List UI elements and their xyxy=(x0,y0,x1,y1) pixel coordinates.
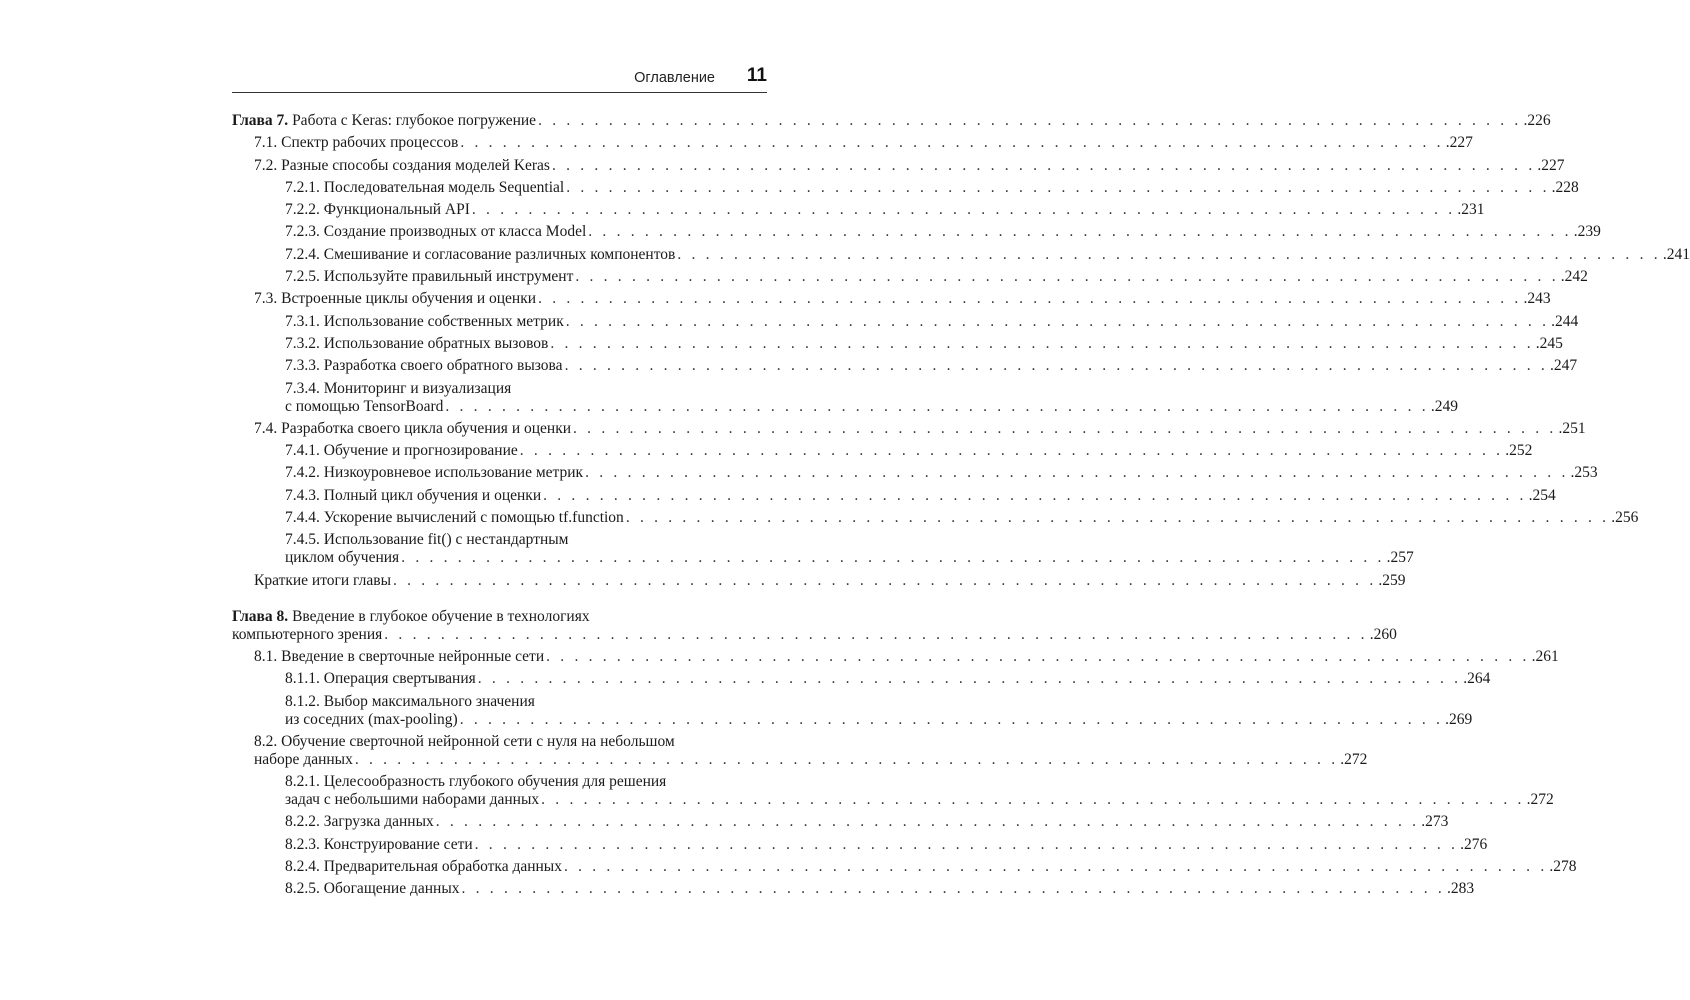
page-number: 11 xyxy=(746,65,767,86)
dot-leader: . . . . . . . . . . . . . . . . . . . . . . . . . . . . . . . . . . . . . . . . . . . . . . . . . . . . . . . . . . . . . . . . . . . . . . xyxy=(677,245,1661,263)
toc-page-ref: .251 xyxy=(1558,419,1586,437)
toc-entry-title-line1: 7.4.5. Использование fit() с нестандартным xyxy=(285,531,569,549)
dot-leader: . . . . . . . . . . . . . . . . . . . . . . . . . . . . . . . . . . . . . . . . . . . . . . . . . . . . . . . . . . . . . . . . . . . . . . xyxy=(563,858,1548,876)
toc-page-ref: .227 xyxy=(1537,156,1565,174)
running-header xyxy=(232,62,767,93)
toc-entry-title: 8.1. Введение в сверточные нейронные сети xyxy=(254,647,545,665)
toc-page-ref: .252 xyxy=(1505,442,1533,460)
dot-leader: . . . . . . . . . . . . . . . . . . . . . . . . . . . . . . . . . . . . . . . . . . . . . . . . . . . . . . . . . . . . . . . . . . . . . . xyxy=(445,397,1429,415)
toc-page-ref: .242 xyxy=(1560,268,1588,286)
toc-entry-title: 7.3. Встроенные циклы обучения и оценки xyxy=(254,290,537,308)
toc-entry-title: 7.4.2. Низкоуровневое использование метрик xyxy=(285,464,584,482)
toc-entry-title: 7.4. Разработка своего цикла обучения и оценки xyxy=(254,419,572,437)
dot-leader: . . . . . . . . . . . . . . . . . . . . . . . . . . . . . . . . . . . . . . . . . . . . . . . . . . . . . . . . . . . . . . . . . . . . . . xyxy=(573,419,1557,437)
toc-entry-title: Работа с Keras: глубокое погружение xyxy=(288,112,537,129)
dot-leader: . . . . . . . . . . . . . . . . . . . . . . . . . . . . . . . . . . . . . . . . . . . . . . . . . . . . . . . . . . . . . . . . . . . . . . xyxy=(384,625,1368,643)
toc-entry-8-1[interactable] xyxy=(232,647,1559,666)
dot-leader: . . . . . . . . . . . . . . . . . . . . . . . . . . . . . . . . . . . . . . . . . . . . . . . . . . . . . . . . . . . . . . . . . . . . . . xyxy=(575,268,1559,286)
dot-leader: . . . . . . . . . . . . . . . . . . . . . . . . . . . . . . . . . . . . . . . . . . . . . . . . . . . . . . . . . . . . . . . . . . . . . . xyxy=(461,880,1445,898)
dot-leader: . . . . . . . . . . . . . . . . . . . . . . . . . . . . . . . . . . . . . . . . . . . . . . . . . . . . . . . . . . . . . . . . . . . . . . xyxy=(519,442,1504,460)
toc-entry-7-1[interactable] xyxy=(232,134,1473,152)
toc-entry-title: 7.2. Разные способы создания моделей Keras xyxy=(254,156,550,174)
toc-page-ref: .261 xyxy=(1531,647,1559,665)
toc-entry-title: 8.1.1. Операция свертывания xyxy=(285,670,476,688)
toc-page-ref: .260 xyxy=(1369,625,1397,643)
toc-entry-7-2-5[interactable] xyxy=(232,268,1588,286)
dot-leader: . . . . . . . . . . . . . . . . . . . . . . . . . . . . . . . . . . . . . . . . . . . . . . . . . . . . . . . . . . . . . . . . . . . . . . xyxy=(543,486,1527,504)
dot-leader: . . . . . . . . . . . . . . . . . . . . . . . . . . . . . . . . . . . . . . . . . . . . . . . . . . . . . . . . . . . . . . . . . . . . . . xyxy=(564,357,1548,375)
dot-leader: . . . . . . . . . . . . . . . . . . . . . . . . . . . . . . . . . . . . . . . . . . . . . . . . . . . . . . . . . . . . . . . . . . . . . . xyxy=(588,223,1572,241)
toc-page-ref: .269 xyxy=(1445,710,1473,728)
toc-entry-8-2-1[interactable] xyxy=(232,773,1554,809)
toc-entry-title: 7.2.2. Функциональный API xyxy=(285,201,470,219)
toc-page-ref: .239 xyxy=(1573,223,1601,241)
toc-entry-title: 7.3.1. Использование собственных метрик xyxy=(285,312,564,330)
toc-entry-7-4-5[interactable] xyxy=(232,531,1414,567)
toc-entry-8-1-1[interactable] xyxy=(232,670,1491,688)
toc-page-ref: .254 xyxy=(1528,486,1556,504)
toc-entry-7-2-3[interactable] xyxy=(232,223,1601,241)
toc-page-ref: .247 xyxy=(1550,357,1578,375)
toc-entry-title: циклом обучения xyxy=(285,549,400,567)
toc-page-ref: .283 xyxy=(1446,880,1475,898)
chapter-label: Глава 8. xyxy=(232,607,289,625)
toc-entry-7-4-4[interactable] xyxy=(232,509,1639,527)
toc-entry-title-line1: Введение в глубокое обучение в технологиях xyxy=(288,607,590,625)
toc-page-ref: .245 xyxy=(1535,334,1563,352)
toc-entry-title: 7.2.1. Последовательная модель Sequential xyxy=(285,178,565,196)
dot-leader: . . . . . . . . . . . . . . . . . . . . . . . . . . . . . . . . . . . . . . . . . . . . . . . . . . . . . . . . . . . . . . . . . . . . . . xyxy=(551,156,1536,174)
dot-leader: . . . . . . . . . . . . . . . . . . . . . . . . . . . . . . . . . . . . . . . . . . . . . . . . . . . . . . . . . . . . . . . . . . . . . . xyxy=(477,670,1462,688)
toc-entry-title-line1: 7.3.4. Мониторинг и визуализация xyxy=(285,379,512,397)
toc-entry-title: 7.2.5. Используйте правильный инструмент xyxy=(285,268,574,286)
dot-leader: . . . . . . . . . . . . . . . . . . . . . . . . . . . . . . . . . . . . . . . . . . . . . . . . . . . . . . . . . . . . . . . . . . . . . . xyxy=(401,549,1385,567)
toc-page-ref: .259 xyxy=(1378,571,1406,589)
dot-leader: . . . . . . . . . . . . . . . . . . . . . . . . . . . . . . . . . . . . . . . . . . . . . . . . . . . . . . . . . . . . . . . . . . . . . . xyxy=(541,791,1525,809)
toc-entry-8-1-2[interactable] xyxy=(232,692,1473,729)
dot-leader: . . . . . . . . . . . . . . . . . . . . . . . . . . . . . . . . . . . . . . . . . . . . . . . . . . . . . . . . . . . . . . . . . . . . . . xyxy=(546,647,1530,665)
toc-entry-title: из соседних (max-pooling) xyxy=(285,710,458,728)
toc-page-ref: .257 xyxy=(1386,549,1414,567)
toc-entry-title-line1: 8.2. Обучение сверточной нейронной сети с нуля на небольшом xyxy=(254,732,675,750)
toc-entry-title: наборе данных xyxy=(254,750,353,768)
toc-entry-title: 7.2.3. Создание производных от класса Model xyxy=(285,223,587,241)
toc-entry-7-4-2[interactable] xyxy=(232,464,1598,482)
toc-page-ref: .244 xyxy=(1551,312,1579,330)
dot-leader: . . . . . . . . . . . . . . . . . . . . . . . . . . . . . . . . . . . . . . . . . . . . . . . . . . . . . . . . . . . . . . . . . . . . . . xyxy=(585,464,1569,482)
toc-entry-8-2-3[interactable] xyxy=(232,835,1488,854)
dot-leader: . . . . . . . . . . . . . . . . . . . . . . . . . . . . . . . . . . . . . . . . . . . . . . . . . . . . . . . . . . . . . . . . . . . . . . xyxy=(460,134,1444,152)
toc-page-ref: .231 xyxy=(1457,201,1485,219)
toc-entry-7-2-4[interactable] xyxy=(232,245,1690,264)
chapter-label: Глава 7. xyxy=(232,112,289,129)
toc-entry-7-4-3[interactable] xyxy=(232,486,1556,505)
toc-entry-title: 8.2.2. Загрузка данных xyxy=(285,813,434,831)
dot-leader: . . . . . . . . . . . . . . . . . . . . . . . . . . . . . . . . . . . . . . . . . . . . . . . . . . . . . . . . . . . . . . . . . . . . . . xyxy=(538,290,1522,308)
toc-entry-title: 7.3.2. Использование обратных вызовов xyxy=(285,334,549,352)
dot-leader: . . . . . . . . . . . . . . . . . . . . . . . . . . . . . . . . . . . . . . . . . . . . . . . . . . . . . . . . . . . . . . . . . . . . . . xyxy=(565,312,1550,330)
toc-page-ref: .272 xyxy=(1340,750,1368,768)
toc-entry-chapter-7[interactable] xyxy=(232,112,1551,130)
toc-entry-title: 8.2.5. Обогащение данных xyxy=(285,880,460,898)
toc-entry-title: 8.2.3. Конструирование сети xyxy=(285,835,473,853)
toc-entry-7-3-1[interactable] xyxy=(232,312,1579,331)
toc-entry-7-3[interactable] xyxy=(232,290,1551,308)
toc-entry-title: 7.1. Спектр рабочих процессов xyxy=(254,134,459,152)
toc-page-ref: .272 xyxy=(1526,791,1554,809)
dot-leader: . . . . . . . . . . . . . . . . . . . . . . . . . . . . . . . . . . . . . . . . . . . . . . . . . . . . . . . . . . . . . . . . . . . . . . xyxy=(392,571,1377,589)
toc-page-ref: .243 xyxy=(1523,290,1551,308)
dot-leader: . . . . . . . . . . . . . . . . . . . . . . . . . . . . . . . . . . . . . . . . . . . . . . . . . . . . . . . . . . . . . . . . . . . . . . xyxy=(354,750,1339,768)
toc-entry-7-3-3[interactable] xyxy=(232,357,1578,375)
toc-entry-8-2-4[interactable] xyxy=(232,858,1577,876)
toc-page-ref: .278 xyxy=(1549,858,1577,876)
toc-entry-title: 7.4.3. Полный цикл обучения и оценки xyxy=(285,486,542,504)
toc-entry-title: 7.2.4. Смешивание и согласование различных компонентов xyxy=(285,245,676,263)
toc-page-ref: .253 xyxy=(1570,464,1598,482)
dot-leader: . . . . . . . . . . . . . . . . . . . . . . . . . . . . . . . . . . . . . . . . . . . . . . . . . . . . . . . . . . . . . . . . . . . . . . xyxy=(550,334,1534,352)
toc-entry-title-line1: 8.2.1. Целесообразность глубокого обучения для решения xyxy=(285,773,667,791)
toc-page-ref: .227 xyxy=(1445,134,1473,152)
toc-entry-7-3-4[interactable] xyxy=(232,379,1458,416)
dot-leader: . . . . . . . . . . . . . . . . . . . . . . . . . . . . . . . . . . . . . . . . . . . . . . . . . . . . . . . . . . . . . . . . . . . . . . xyxy=(435,813,1420,831)
toc-entry-title: задач с небольшими наборами данных xyxy=(285,791,540,809)
toc-page-ref: .264 xyxy=(1463,670,1491,688)
dot-leader: . . . . . . . . . . . . . . . . . . . . . . . . . . . . . . . . . . . . . . . . . . . . . . . . . . . . . . . . . . . . . . . . . . . . . . xyxy=(566,178,1550,196)
toc-entry-title: 7.3.3. Разработка своего обратного вызова xyxy=(285,357,563,375)
toc-page-ref: .249 xyxy=(1430,397,1458,415)
toc-page-ref: .228 xyxy=(1551,178,1579,196)
dot-leader: . . . . . . . . . . . . . . . . . . . . . . . . . . . . . . . . . . . . . . . . . . . . . . . . . . . . . . . . . . . . . . . . . . . . . . xyxy=(471,201,1456,219)
toc-entry-title: 8.2.4. Предварительная обработка данных xyxy=(285,858,562,876)
toc-entry-7-3-2[interactable] xyxy=(232,334,1563,353)
toc-entry-7-4[interactable] xyxy=(232,419,1586,438)
toc-entry-7-2-2[interactable] xyxy=(232,201,1485,219)
toc-page-ref: .273 xyxy=(1421,813,1449,831)
toc-entry-chapter-8[interactable] xyxy=(232,607,1397,644)
toc-entry-title-line1: 8.1.2. Выбор максимального значения xyxy=(285,692,535,710)
table-of-contents xyxy=(232,112,1690,903)
toc-entry-8-2-2[interactable] xyxy=(232,813,1449,831)
toc-entry-title: компьютерного зрения xyxy=(232,625,383,643)
toc-entry-7-2-1[interactable] xyxy=(232,178,1579,197)
toc-page-ref: .226 xyxy=(1523,112,1551,129)
toc-page-ref: .256 xyxy=(1611,509,1639,527)
toc-entry-7-4-1[interactable] xyxy=(232,442,1533,460)
toc-entry-title: 7.4.4. Ускорение вычислений с помощью tf.function xyxy=(285,509,624,527)
toc-entry-8-2[interactable] xyxy=(232,732,1368,769)
dot-leader: . . . . . . . . . . . . . . . . . . . . . . . . . . . . . . . . . . . . . . . . . . . . . . . . . . . . . . . . . . . . . . . . . . . . . . xyxy=(625,509,1610,527)
dot-leader: . . . . . . . . . . . . . . . . . . . . . . . . . . . . . . . . . . . . . . . . . . . . . . . . . . . . . . . . . . . . . . . . . . . . . . xyxy=(538,112,1522,129)
dot-leader: . . . . . . . . . . . . . . . . . . . . . . . . . . . . . . . . . . . . . . . . . . . . . . . . . . . . . . . . . . . . . . . . . . . . . . xyxy=(459,710,1444,728)
toc-page-ref: .276 xyxy=(1460,835,1488,853)
toc-entry-8-2-5[interactable] xyxy=(232,880,1475,898)
toc-entry-7-2[interactable] xyxy=(232,156,1565,175)
toc-page-ref: .241 xyxy=(1662,245,1690,263)
toc-entry-chapter-7-summary[interactable] xyxy=(232,571,1406,590)
toc-entry-title: 7.4.1. Обучение и прогнозирование xyxy=(285,442,518,460)
toc-entry-title: с помощью TensorBoard xyxy=(285,397,444,415)
section-title: Оглавление xyxy=(634,70,715,86)
toc-entry-title: Краткие итоги главы xyxy=(254,571,391,589)
dot-leader: . . . . . . . . . . . . . . . . . . . . . . . . . . . . . . . . . . . . . . . . . . . . . . . . . . . . . . . . . . . . . . . . . . . . . . xyxy=(474,835,1459,853)
